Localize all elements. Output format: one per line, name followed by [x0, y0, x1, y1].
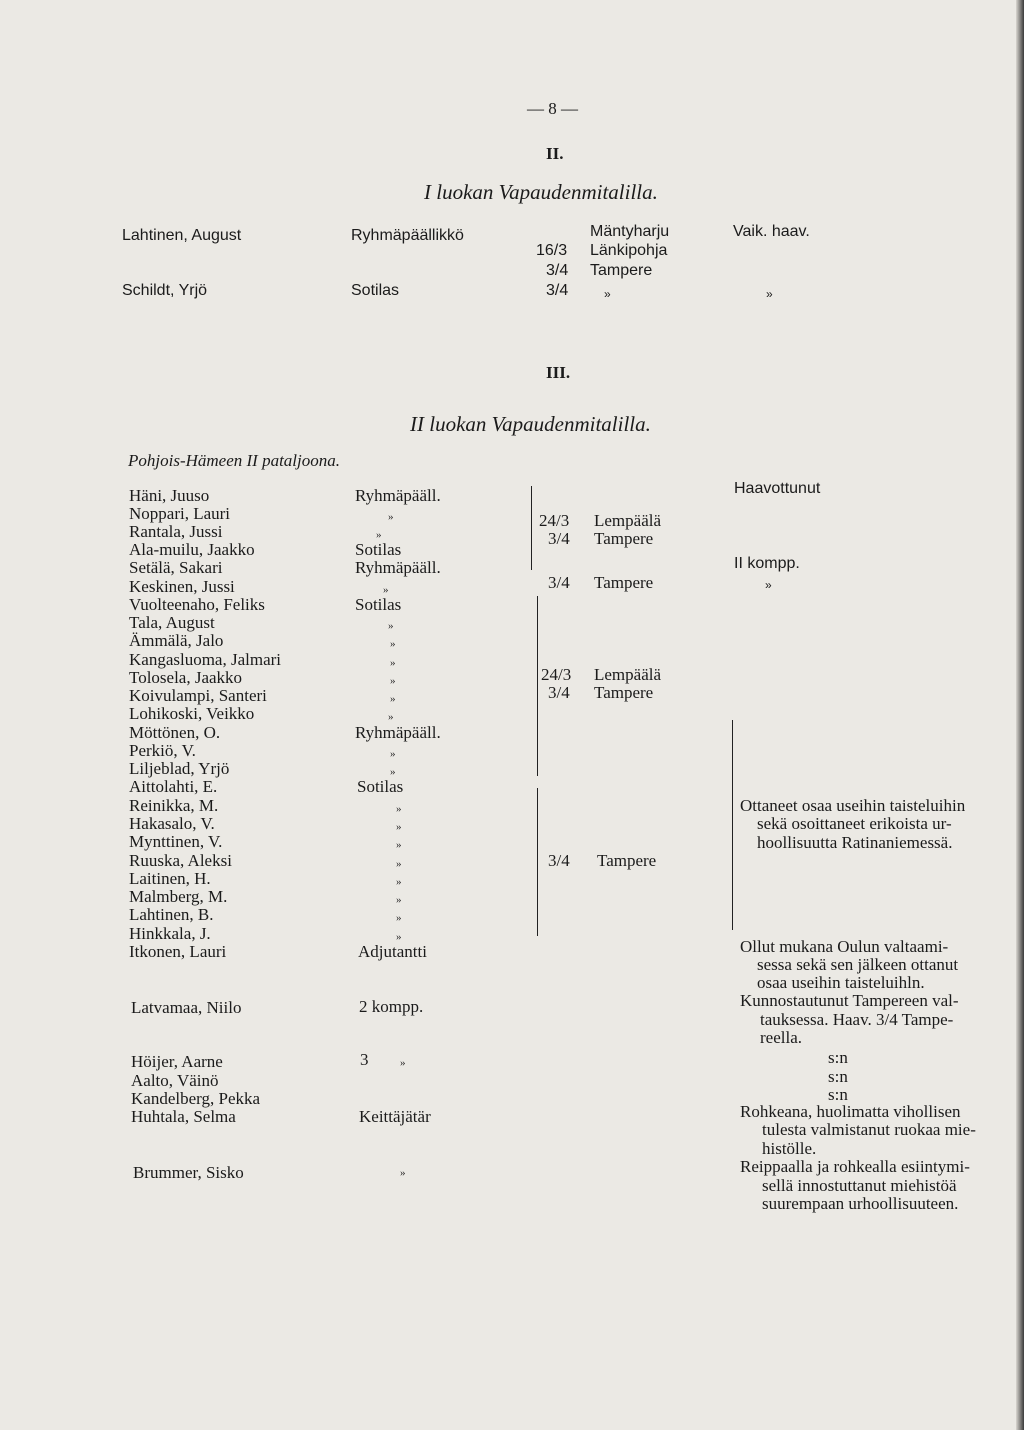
note: s:n [828, 1067, 848, 1086]
group-bracket [531, 486, 532, 570]
ditto-mark: » [390, 675, 396, 687]
person-rank: Sotilas [357, 777, 404, 796]
person-name: Höijer, Aarne [131, 1052, 223, 1071]
person-name: Laitinen, H. [129, 869, 211, 888]
place: Tampere [597, 851, 657, 870]
ditto-mark: » [396, 858, 402, 870]
note-line: hoollisuutta Ratinaniemessä. [757, 833, 953, 852]
place: Tampere [590, 262, 653, 279]
person-name: Hakasalo, V. [129, 814, 215, 833]
person-name: Hinkkala, J. [129, 924, 211, 943]
date: 3/4 [546, 262, 569, 279]
ditto-mark: » [400, 1057, 406, 1069]
note-line: Rohkeana, huolimatta vihollisen [740, 1102, 961, 1121]
person-rank: Adjutantti [358, 942, 427, 961]
ditto-mark: » [396, 803, 402, 815]
ditto-mark: » [396, 839, 402, 851]
person-name: Möttönen, O. [129, 723, 221, 742]
person-name: Ruuska, Aleksi [129, 851, 232, 870]
note: s:n [828, 1048, 848, 1067]
person-name: Perkiö, V. [129, 741, 196, 760]
note: Haavottunut [734, 480, 821, 497]
person-name: Kangasluoma, Jalmari [129, 650, 282, 669]
person-name: Vuolteenaho, Feliks [129, 595, 265, 614]
person-name: Latvamaa, Niilo [131, 998, 242, 1017]
date: 24/3 [541, 665, 572, 684]
person-name: Brummer, Sisko [133, 1163, 244, 1182]
ditto-mark: » [766, 287, 773, 301]
ditto-mark: » [388, 511, 394, 523]
ditto-mark: » [396, 821, 402, 833]
person-name: Lahtinen, B. [129, 905, 214, 924]
person-name: Reinikka, M. [129, 796, 219, 815]
note-line: Kunnostautunut Tampereen val- [740, 991, 959, 1010]
ditto-mark: » [390, 638, 396, 650]
ditto-mark: » [396, 894, 402, 906]
page-edge-shadow [1016, 0, 1024, 1430]
person-rank: 3 [360, 1050, 369, 1069]
person-name: Setälä, Sakari [129, 558, 223, 577]
person-name: Ämmälä, Jalo [129, 631, 224, 650]
person-name: Huhtala, Selma [131, 1107, 236, 1126]
ditto-mark: » [604, 287, 611, 301]
person-rank: Sotilas [355, 595, 402, 614]
place: Lempäälä [594, 511, 662, 530]
ditto-mark: » [396, 912, 402, 924]
ditto-mark: » [396, 931, 402, 943]
note-bracket [732, 720, 733, 930]
person-name: Kandelberg, Pekka [131, 1089, 261, 1108]
person-name: Häni, Juuso [129, 486, 210, 505]
person-name: Mynttinen, V. [129, 832, 223, 851]
ditto-mark: » [376, 529, 382, 541]
ditto-mark: » [388, 620, 394, 632]
note-line: osaa useihin taisteluihln. [757, 973, 925, 992]
date: 3/4 [546, 282, 569, 299]
ditto-mark: » [390, 693, 396, 705]
unit-heading: Pohjois-Hämeen II pataljoona. [128, 451, 340, 470]
note-line: sessa sekä sen jälkeen ottanut [757, 955, 959, 974]
date: 16/3 [536, 242, 568, 259]
note-line: reella. [760, 1028, 802, 1047]
person-name: Liljeblad, Yrjö [129, 759, 230, 778]
person-name: Koivulampi, Santeri [129, 686, 267, 705]
place: Lempäälä [594, 665, 662, 684]
ditto-mark: » [396, 876, 402, 888]
ditto-mark: » [400, 1167, 406, 1179]
note-line: Ollut mukana Oulun valtaami- [740, 937, 949, 956]
person-name: Malmberg, M. [129, 887, 228, 906]
person-name: Lohikoski, Veikko [129, 704, 255, 723]
ditto-mark: » [390, 766, 396, 778]
person-rank: Ryhmäpääll. [355, 486, 441, 505]
person-name: Tolosela, Jaakko [129, 668, 243, 687]
place: Länkipohja [590, 242, 668, 259]
person-name: Itkonen, Lauri [129, 942, 227, 961]
person-name: Aalto, Väinö [131, 1071, 219, 1090]
section-iii-subtitle: II luokan Vapaudenmitalilla. [410, 412, 651, 436]
note-line: suurempaan urhoollisuuteen. [762, 1194, 959, 1213]
person-name: Noppari, Lauri [129, 504, 231, 523]
person-rank: Keittäjätär [359, 1107, 431, 1126]
date: 3/4 [548, 851, 570, 870]
note-line: sekä osoittaneet erikoista ur- [757, 814, 952, 833]
person-rank: Ryhmäpäällikkö [351, 227, 464, 244]
ditto-mark: » [765, 578, 772, 592]
person-rank: Sotilas [351, 282, 400, 299]
person-rank: Sotilas [355, 540, 402, 559]
person-rank: Ryhmäpääll. [355, 558, 441, 577]
person-rank: 2 kompp. [359, 997, 424, 1016]
note: s:n [828, 1085, 848, 1104]
page-number: — 8 — [527, 99, 578, 118]
person-name: Rantala, Jussi [129, 522, 223, 541]
place: Tampere [594, 573, 654, 592]
person-rank: Ryhmäpääll. [355, 723, 441, 742]
note-line: tulesta valmistanut ruokaa mie- [762, 1120, 976, 1139]
note-line: tauksessa. Haav. 3/4 Tampe- [760, 1010, 954, 1029]
person-name: Lahtinen, August [122, 227, 242, 244]
group-bracket [537, 596, 538, 776]
place: Mäntyharju [590, 223, 670, 240]
person-name: Ala-muilu, Jaakko [129, 540, 255, 559]
date: 24/3 [539, 511, 570, 530]
note: Vaik. haav. [733, 223, 810, 240]
date: 3/4 [548, 529, 570, 548]
note: II kompp. [734, 555, 800, 572]
person-name: Aittolahti, E. [129, 777, 218, 796]
ditto-mark: » [390, 657, 396, 669]
group-bracket [537, 788, 538, 936]
note-line: histölle. [762, 1139, 817, 1158]
place: Tampere [594, 529, 654, 548]
section-ii-heading: II. [546, 144, 564, 163]
date: 3/4 [548, 573, 570, 592]
note-line: sellä innostuttanut miehistöä [762, 1176, 957, 1195]
person-name: Tala, August [129, 613, 215, 632]
ditto-mark: » [383, 584, 389, 596]
person-name: Schildt, Yrjö [122, 282, 208, 299]
section-ii-subtitle: I luokan Vapaudenmitalilla. [424, 180, 658, 204]
ditto-mark: » [390, 748, 396, 760]
person-name: Keskinen, Jussi [129, 577, 235, 596]
section-iii-heading: III. [546, 363, 571, 382]
ditto-mark: » [388, 711, 394, 723]
place: Tampere [594, 683, 654, 702]
date: 3/4 [548, 683, 570, 702]
note-line: Ottaneet osaa useihin taisteluihin [740, 796, 966, 815]
note-line: Reippaalla ja rohkealla esiintymi- [740, 1157, 970, 1176]
